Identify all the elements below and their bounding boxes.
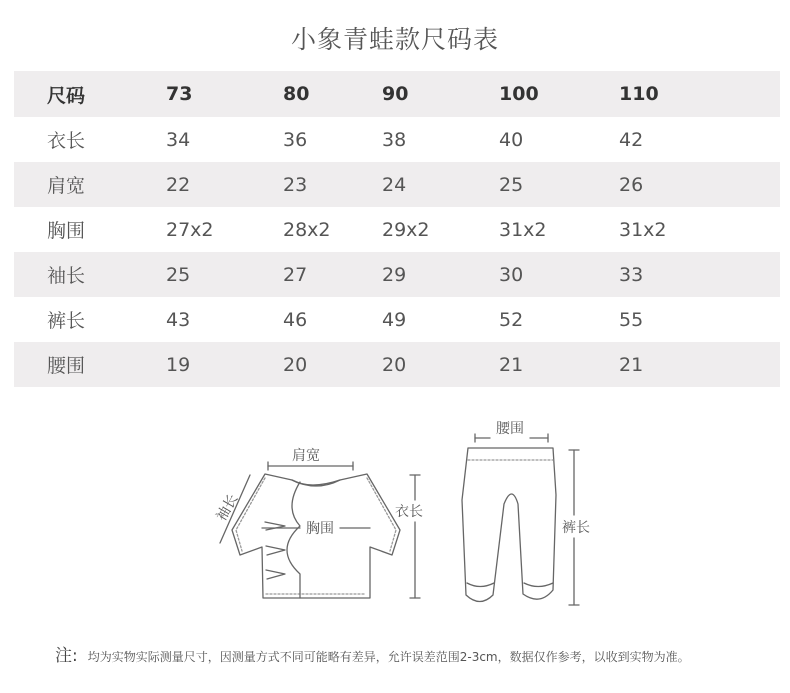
table-cell: 20: [283, 342, 382, 387]
table-row: [14, 342, 780, 387]
top-placket: [287, 482, 300, 598]
table-cell: 40: [499, 128, 524, 151]
row-label: 袖长: [14, 252, 166, 297]
table-row: [14, 297, 780, 342]
sleeve-label: 袖长: [213, 491, 242, 524]
table-cell: 26: [619, 162, 780, 207]
table-cell: 25: [166, 252, 283, 297]
table-row: [14, 117, 780, 162]
footnote: [55, 641, 785, 666]
table-cell: 29: [382, 252, 499, 297]
footnote-title: 注:: [55, 646, 78, 666]
table-row: [14, 207, 780, 252]
row-label: 衣长: [47, 130, 86, 152]
row-label: 腰围: [14, 342, 166, 387]
table-cell: 55: [619, 308, 644, 331]
table-cell: 42: [619, 128, 644, 151]
measurement-diagram: [0, 400, 790, 615]
table-cell: 33: [619, 252, 780, 297]
header-cell: 尺码: [14, 71, 166, 117]
table-cell: 22: [166, 162, 283, 207]
footnote-text: 均为实物实际测量尺寸，因测量方式不同可能略有差异，允许误差范围2-3cm，数据仅作参考，以收到实物为准。: [87, 650, 690, 664]
waist-label: 腰围: [496, 421, 524, 437]
header-cell: 100: [499, 71, 619, 117]
page-title: 小象青蛙款尺码表: [290, 25, 499, 54]
table-cell: 28x2: [283, 218, 331, 241]
table-header-row: [14, 71, 780, 117]
table-cell: 49: [382, 308, 407, 331]
table-cell: 30: [499, 252, 619, 297]
header-cell: 90: [382, 71, 499, 117]
header-cell: 110: [619, 71, 780, 117]
size-chart-table: [14, 71, 780, 387]
table-cell: 27: [283, 252, 382, 297]
table-cell: 27x2: [166, 218, 214, 241]
table-cell: 43: [166, 308, 191, 331]
top-ties: [265, 522, 285, 579]
chest-label: 胸围: [306, 521, 334, 537]
row-label: 裤长: [47, 310, 86, 332]
table-cell: 23: [283, 162, 382, 207]
table-row: [14, 252, 780, 297]
table-cell: 31x2: [619, 218, 667, 241]
table-cell: 20: [382, 342, 499, 387]
table-cell: 21: [619, 342, 780, 387]
header-cell: 73: [166, 71, 283, 117]
table-cell: 19: [166, 342, 283, 387]
table-cell: 29x2: [382, 218, 430, 241]
table-cell: 38: [382, 128, 407, 151]
header-cell: 80: [283, 71, 382, 117]
table-cell: 25: [499, 162, 619, 207]
table-cell: 31x2: [499, 218, 547, 241]
table-cell: 21: [499, 342, 619, 387]
table-cell: 36: [283, 128, 308, 151]
table-row: [14, 162, 780, 207]
row-label: 胸围: [47, 220, 86, 242]
table-cell: 34: [166, 128, 191, 151]
table-cell: 52: [499, 308, 524, 331]
pants-cuffs: [467, 583, 553, 587]
length-label: 衣长: [395, 504, 423, 520]
pants-outline: [462, 448, 556, 602]
shoulder-label: 肩宽: [292, 448, 320, 464]
table-cell: 24: [382, 162, 499, 207]
row-label: 肩宽: [14, 162, 166, 207]
table-cell: 46: [283, 308, 308, 331]
pants-length-label: 裤长: [562, 520, 590, 536]
